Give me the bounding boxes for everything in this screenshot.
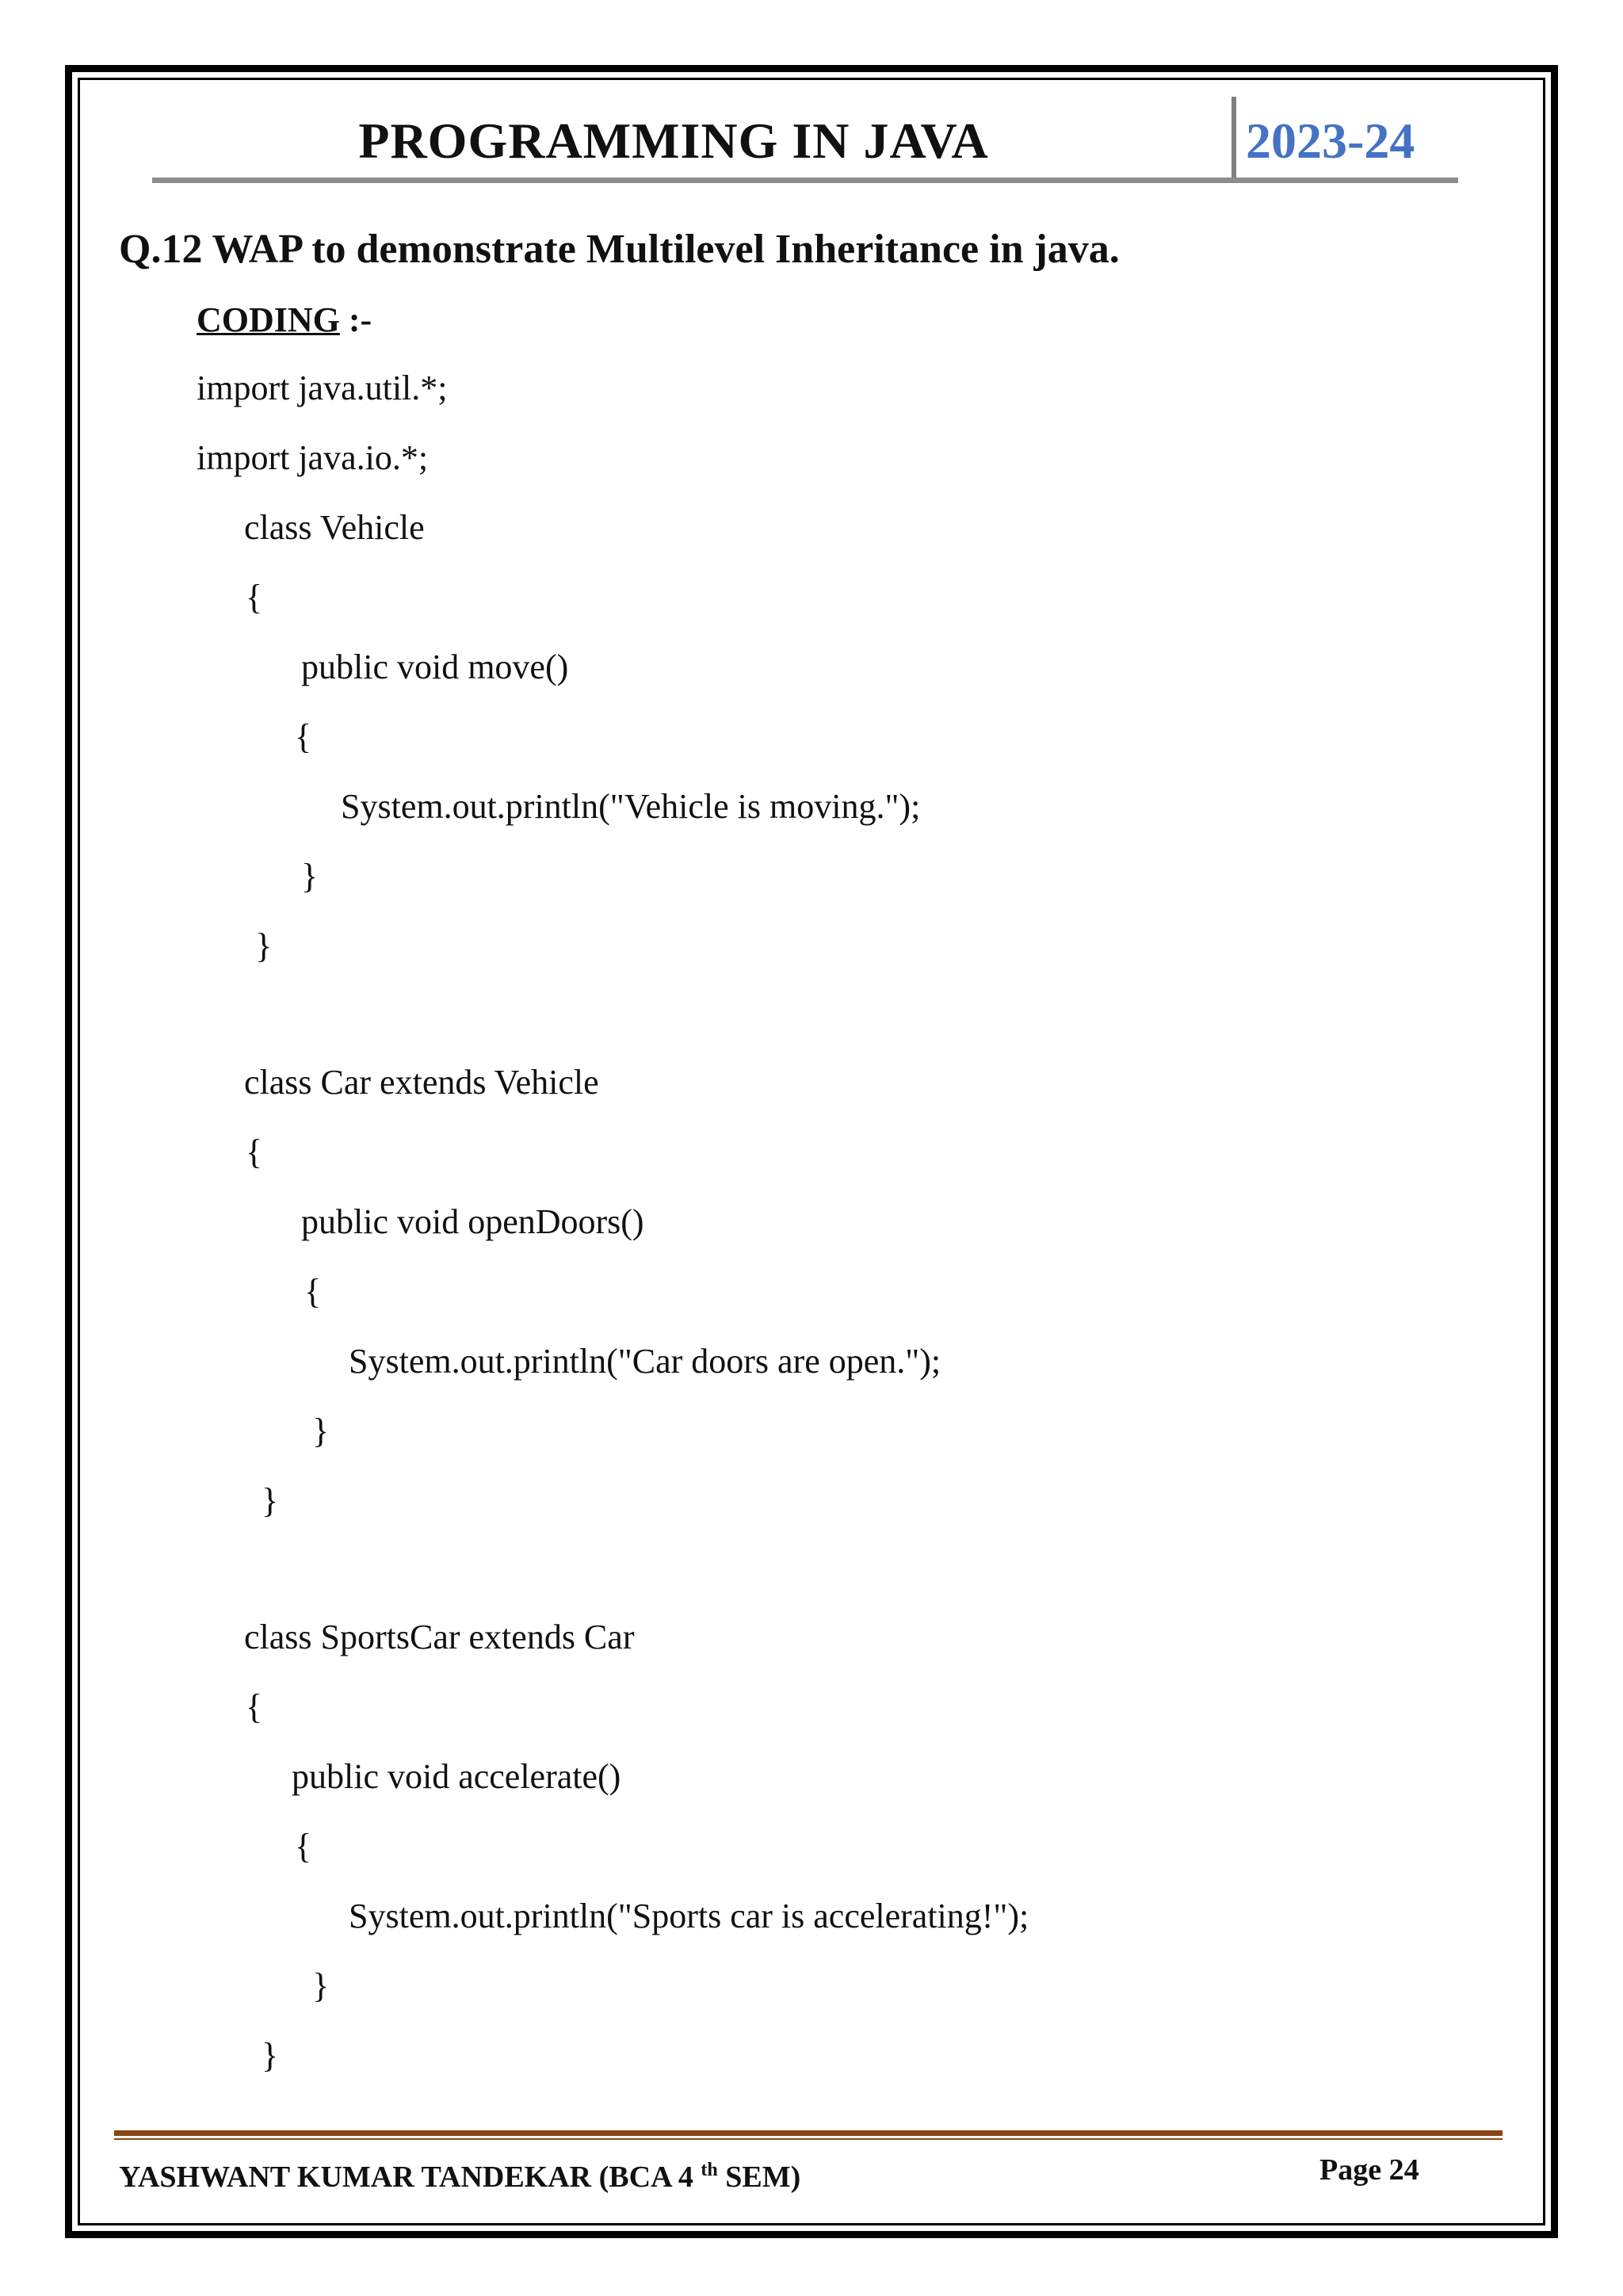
code-line: import java.io.*; <box>197 438 429 477</box>
footer-author-suffix: SEM) <box>717 2160 801 2194</box>
code-line: System.out.println("Car doors are open."); <box>349 1342 941 1381</box>
section-label-suffix: :- <box>339 300 372 339</box>
page-number: Page 24 <box>1319 2153 1419 2187</box>
footer-rule-thick <box>114 2130 1503 2136</box>
code-line: } <box>301 857 319 896</box>
header-divider <box>1232 97 1236 182</box>
code-line: import java.util.*; <box>197 369 448 407</box>
code-line: } <box>262 2036 279 2075</box>
code-line: class Car extends Vehicle <box>244 1063 599 1102</box>
header-year: 2023-24 <box>1246 113 1415 169</box>
footer-author-prefix: YASHWANT KUMAR TANDEKAR (BCA 4 <box>119 2160 701 2194</box>
footer-rule-thin <box>114 2138 1503 2140</box>
code-line: { <box>295 1827 312 1866</box>
code-line: System.out.println("Sports car is accelerating!"); <box>349 1897 1029 1935</box>
code-line: System.out.println("Vehicle is moving."); <box>341 787 921 826</box>
code-line: } <box>255 926 273 965</box>
section-label <box>197 296 372 344</box>
code-line: public void move() <box>301 648 569 686</box>
code-line: class Vehicle <box>244 508 425 547</box>
code-line: } <box>312 1966 330 2005</box>
code-line: { <box>246 1133 263 1171</box>
code-line: } <box>312 1412 330 1450</box>
code-line: { <box>246 1687 263 1726</box>
section-label-text: CODING <box>197 300 340 339</box>
code-line: { <box>295 717 312 756</box>
code-line: public void openDoors() <box>301 1202 644 1241</box>
header-rule <box>152 178 1458 183</box>
code-line: class SportsCar extends Car <box>244 1618 635 1656</box>
code-line: public void accelerate() <box>292 1757 621 1796</box>
code-line: { <box>304 1272 322 1311</box>
footer-author-sup: th <box>701 2160 718 2180</box>
footer-author <box>119 2148 800 2199</box>
code-line: } <box>262 1481 279 1520</box>
header-title: PROGRAMMING IN JAVA <box>358 113 989 169</box>
code-line: { <box>246 578 263 617</box>
question-heading: Q.12 WAP to demonstrate Multilevel Inheritance in java. <box>119 227 1120 272</box>
